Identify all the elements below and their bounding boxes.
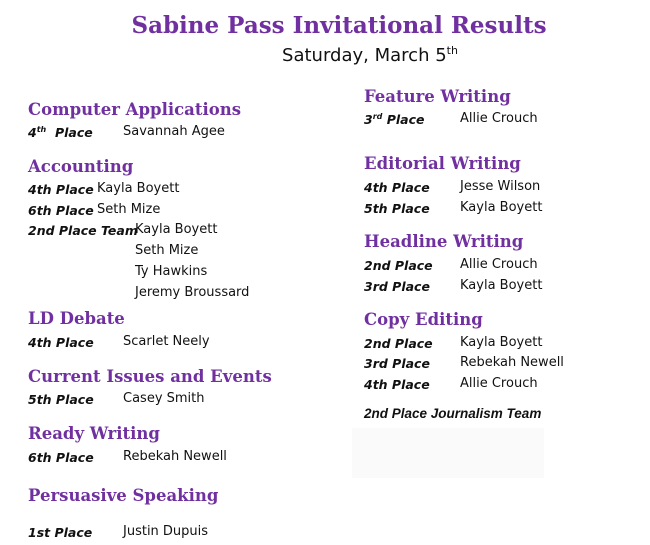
place-label: 2nd Place (364, 336, 433, 351)
heading-editorial-writing: Editorial Writing (364, 154, 521, 173)
place-label: 4th Place (364, 377, 430, 392)
place-suffix: rd (372, 111, 383, 121)
event-date (0, 45, 650, 66)
place-word: Place (386, 112, 425, 127)
team-member-name: Seth Mize (135, 243, 199, 258)
heading-persuasive-speaking: Persuasive Speaking (28, 486, 219, 505)
place-label: 5th Place (28, 392, 94, 407)
heading-current-issues: Current Issues and Events (28, 367, 272, 386)
winner-name: Kayla Boyett (460, 200, 543, 215)
journalism-team-note: 2nd Place Journalism Team (364, 406, 542, 421)
place-label: 6th Place (28, 450, 94, 465)
place-label: 3rd Place (364, 356, 430, 371)
place-label: 4th Place (28, 182, 94, 197)
winner-name: Rebekah Newell (460, 355, 564, 370)
place-label: 1st Place (28, 525, 93, 540)
winner-name: Allie Crouch (460, 257, 538, 272)
winner-name: Allie Crouch (460, 376, 538, 391)
winner-name: Justin Dupuis (123, 524, 209, 539)
place-number: 3 (364, 112, 373, 127)
place-label: 4th Place (364, 180, 430, 195)
place-label (364, 112, 425, 127)
place-label: 6th Place (28, 203, 94, 218)
place-number: 4 (28, 125, 37, 140)
winner-name: Kayla Boyett (97, 181, 180, 196)
heading-ld-debate: LD Debate (28, 309, 125, 328)
team-member-name: Kayla Boyett (135, 222, 218, 237)
heading-ready-writing: Ready Writing (28, 424, 160, 443)
place-label: 5th Place (364, 201, 430, 216)
heading-accounting: Accounting (28, 157, 134, 176)
winner-name: Casey Smith (123, 391, 205, 406)
heading-copy-editing: Copy Editing (364, 310, 483, 329)
event-date-suffix: th (446, 44, 458, 57)
team-member-name: Jeremy Broussard (135, 285, 250, 300)
event-date-text: Saturday, March 5 (282, 45, 447, 66)
place-word: Place (54, 125, 93, 140)
winner-name: Jesse Wilson (460, 179, 541, 194)
winner-name: Scarlet Neely (123, 334, 210, 349)
place-label: 3rd Place (364, 279, 430, 294)
winner-name: Seth Mize (97, 202, 161, 217)
winner-name: Allie Crouch (460, 111, 538, 126)
heading-feature-writing: Feature Writing (364, 87, 511, 106)
place-suffix: th (36, 124, 47, 134)
place-label: 2nd Place (364, 258, 433, 273)
winner-name: Kayla Boyett (460, 278, 543, 293)
winner-name: Savannah Agee (123, 124, 225, 139)
winner-name: Kayla Boyett (460, 335, 543, 350)
place-label: 2nd Place Team (28, 223, 138, 238)
place-label: 4th Place (28, 335, 94, 350)
winner-name: Rebekah Newell (123, 449, 227, 464)
team-member-name: Ty Hawkins (135, 264, 208, 279)
heading-headline-writing: Headline Writing (364, 232, 524, 251)
place-label (28, 125, 93, 140)
shaded-area (352, 428, 544, 478)
page-title: Sabine Pass Invitational Results (131, 12, 547, 39)
heading-computer-applications: Computer Applications (28, 100, 242, 119)
